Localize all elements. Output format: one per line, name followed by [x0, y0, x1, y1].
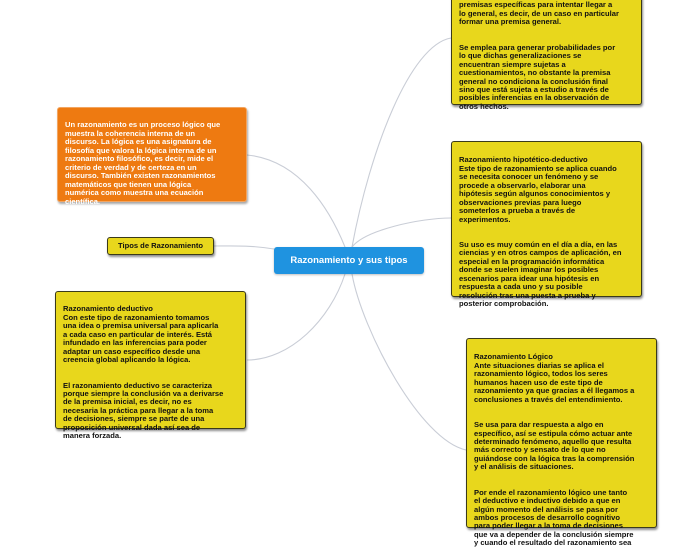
topic-razonamiento-inductivo[interactable]	[451, 0, 642, 111]
connector-to-logico	[352, 274, 466, 450]
tipos-label: Tipos de Razonamiento	[117, 240, 204, 250]
connector-to-tipos	[214, 246, 274, 249]
connector-to-definicion	[247, 155, 345, 247]
topic-razonamiento-logico[interactable]	[466, 338, 657, 548]
logico-text-2: Se usa para dar respuesta a algo en específico, así se estipula cómo actuar ante determinado fenómeno, aquello que resulta más correcto y sensato de lo que no guiándose con la lógica tras la comprensión y el análisis de situaciones.	[474, 420, 635, 472]
hipotetico-text-2: Su uso es muy común en el día a día, en las ciencias y en otros campos de aplicación, en especial en la programación informática donde se suelen imaginar los posibles escenarios para idear una hipótesis en respuesta a cada uno y su posible resolución tras una puesta a prueba y posterior comprobación.	[459, 239, 622, 309]
deductivo-text-2: El razonamiento deductivo se caracteriza porque siempre la conclusión va a derivarse de la premisa inicial, es decir, no es necesaria la práctica para llegar a la toma de decisiones, siempre se parte de una proposición universal dada así sea de manera forzada.	[63, 380, 224, 441]
definicion-text: Un razonamiento es un proceso lógico que muestra la coherencia interna de un discurso. La lógica es una asignatura de filosofía que valora la lógica interna de un razonamiento filosófico, es decir, mide el criterio de verdad y de certeza en un discurso. También existen razonamientos matemáticos que tienen una lógica numérica como muestra una ecuación científica.	[65, 120, 221, 206]
connector-to-hipotetico	[352, 218, 451, 247]
deductivo-text-1: Razonamiento deductivo Con este tipo de razonamiento tomamos una idea o premisa universal para aplicarla a cada caso en particular de interés. Está infundado en las inferencias para poder adaptar un caso específico desde una creencia global aplicando la lógica.	[63, 304, 219, 365]
logico-text-3: Por ende el razonamiento lógico une tanto el deductivo e inductivo debido a que en algún momento del análisis se pasa por ambos procesos de desarrollo cognitivo para poder llegar a la toma de decisiones que va a depender de la conclusión siempre y cuando el resultado del razonamiento sea	[474, 487, 634, 548]
topic-definicion-razonamiento[interactable]	[57, 107, 247, 206]
connector-to-deductivo	[247, 274, 345, 360]
topic-tipos-de-razonamiento[interactable]	[107, 237, 214, 255]
central-topic-title: Razonamiento y sus tipos	[290, 255, 408, 266]
inductivo-text-2: Se emplea para generar probabilidades por lo que dichas generalizaciones se encuentran siempre sujetas a cuestionamientos, no obstante la premisa general no condiciona la conclusión final sino que está sujeta a estudio a través de posibles inferencias en la observación de otros hechos.	[459, 42, 616, 111]
central-topic[interactable]	[274, 247, 424, 274]
hipotetico-text-1: Razonamiento hipotético-deductivo Este tipo de razonamiento se aplica cuando se necesita conocer un fenómeno y se procede a observarlo, elaborar una hipótesis según algunos conocimientos y observaciones previas para luego someterlos a prueba a través de experimentos.	[459, 155, 617, 224]
inductivo-text-1: premisas específicas para intentar llegar a lo general, es decir, de un caso en particular formar una premisa general.	[459, 0, 619, 27]
topic-razonamiento-hipotetico-deductivo[interactable]	[451, 141, 642, 309]
topic-razonamiento-deductivo[interactable]	[55, 291, 246, 441]
logico-text-1: Razonamiento Lógico Ante situaciones diarias se aplica el razonamiento lógico, todos los seres humanos hacen uso de este tipo de razonamiento ya que gracias a él llegamos a conclusiones a través del entendimiento.	[474, 352, 635, 404]
connector-to-inductivo	[352, 38, 451, 247]
